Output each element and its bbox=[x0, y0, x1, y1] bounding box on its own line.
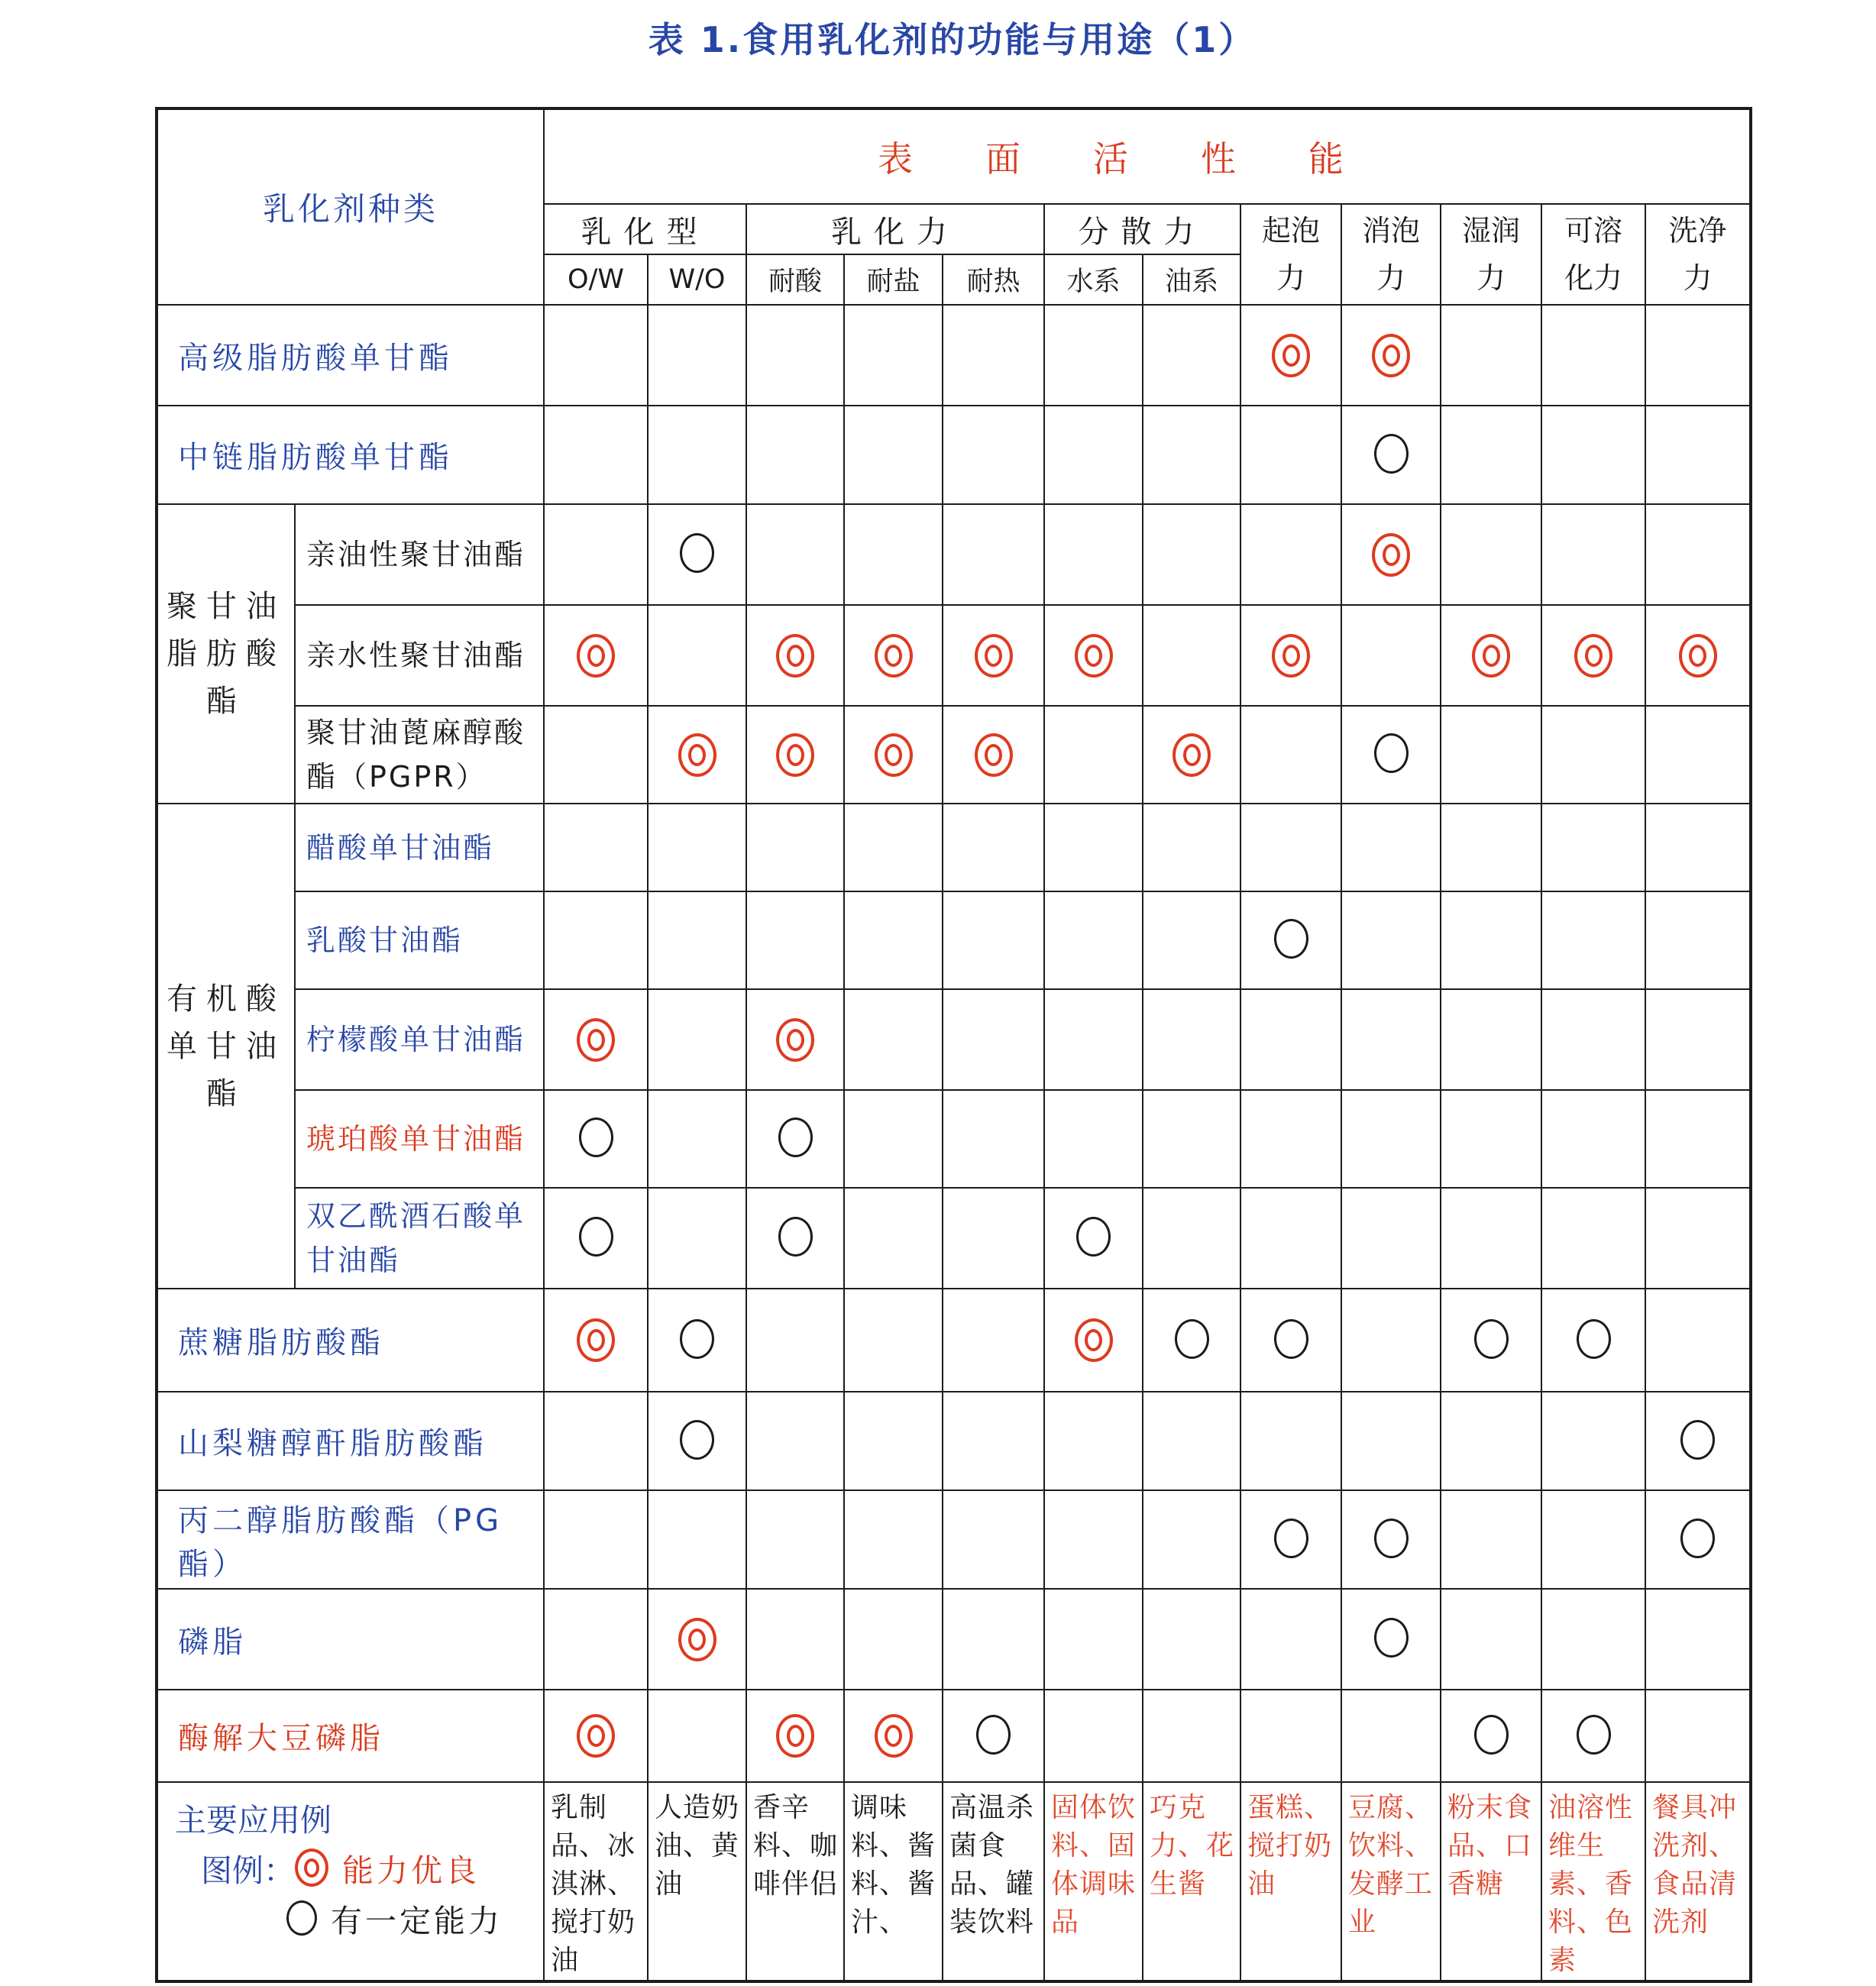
header-tall-label: 湿润力 bbox=[1461, 214, 1520, 295]
mark-cell bbox=[1143, 1490, 1240, 1589]
double-circle-icon bbox=[1075, 634, 1113, 678]
mark-cell bbox=[1645, 504, 1751, 605]
surface-performance-header: 表面活性能 bbox=[544, 108, 1751, 204]
single-circle-icon bbox=[1274, 1319, 1308, 1359]
header-sub-3: 耐盐 bbox=[844, 254, 943, 305]
single-circle-icon bbox=[1374, 733, 1409, 773]
double-circle-icon bbox=[577, 1714, 615, 1758]
mark-cell bbox=[1044, 706, 1143, 804]
mark-cell bbox=[1441, 1090, 1541, 1188]
legend-row-title: 主要应用例 bbox=[175, 1801, 332, 1839]
single-circle-icon bbox=[976, 1715, 1011, 1755]
app-cell-10: 油溶性维生素、香料、色素 bbox=[1541, 1782, 1645, 1981]
mark-cell bbox=[1541, 989, 1645, 1090]
mark-cell bbox=[1441, 804, 1541, 891]
mark-cell bbox=[844, 989, 943, 1090]
app-cell-6: 巧克力、花生酱 bbox=[1143, 1782, 1240, 1981]
mark-cell bbox=[1645, 406, 1751, 504]
single-circle-icon bbox=[579, 1217, 613, 1257]
group-label: 有机酸单甘油酯 bbox=[157, 804, 295, 1289]
mark-cell bbox=[1143, 1392, 1240, 1490]
mark-cell bbox=[648, 891, 746, 989]
mark-cell bbox=[648, 989, 746, 1090]
mark-cell bbox=[746, 1392, 844, 1490]
emulsifier-table bbox=[155, 107, 1752, 1983]
mark-cell bbox=[1441, 406, 1541, 504]
header-sub-2: 耐酸 bbox=[746, 254, 844, 305]
mark-cell bbox=[1044, 1188, 1143, 1289]
header-sub-0: O/W bbox=[544, 254, 648, 305]
mark-cell bbox=[1143, 1289, 1240, 1392]
app-cell-2: 香辛料、咖啡伴侣 bbox=[746, 1782, 844, 1981]
mark-cell bbox=[746, 891, 844, 989]
mark-cell bbox=[1240, 1690, 1341, 1782]
mark-cell bbox=[648, 1188, 746, 1289]
header-tall-1 bbox=[1341, 204, 1441, 305]
mark-cell bbox=[943, 1690, 1044, 1782]
mark-cell bbox=[1645, 804, 1751, 891]
mark-cell bbox=[1541, 1289, 1645, 1392]
mark-cell bbox=[1143, 406, 1240, 504]
app-cell-0: 乳制品、冰淇淋、搅打奶油 bbox=[544, 1782, 648, 1981]
mark-cell bbox=[544, 1690, 648, 1782]
mark-cell bbox=[1044, 1589, 1143, 1690]
corner-label: 乳化剂种类 bbox=[157, 108, 544, 305]
mark-cell bbox=[1645, 989, 1751, 1090]
mark-cell bbox=[1441, 305, 1541, 406]
mark-cell bbox=[1240, 891, 1341, 989]
mark-cell bbox=[844, 1090, 943, 1188]
double-circle-icon bbox=[1272, 334, 1310, 377]
mark-cell bbox=[544, 891, 648, 989]
mark-cell bbox=[746, 706, 844, 804]
mark-cell bbox=[1240, 804, 1341, 891]
single-circle-icon bbox=[680, 1420, 714, 1460]
mark-cell bbox=[1143, 891, 1240, 989]
mark-cell bbox=[1645, 1690, 1751, 1782]
mark-cell bbox=[746, 1589, 844, 1690]
mark-cell bbox=[1645, 1589, 1751, 1690]
mark-cell bbox=[648, 1690, 746, 1782]
double-circle-icon bbox=[295, 1849, 328, 1887]
mark-cell bbox=[1044, 891, 1143, 989]
mark-cell bbox=[844, 305, 943, 406]
mark-cell bbox=[943, 504, 1044, 605]
mark-cell bbox=[746, 1289, 844, 1392]
mark-cell bbox=[943, 804, 1044, 891]
single-circle-icon bbox=[1175, 1319, 1209, 1359]
mark-cell bbox=[1541, 1589, 1645, 1690]
mark-cell bbox=[1044, 1289, 1143, 1392]
mark-cell bbox=[1441, 891, 1541, 989]
mark-cell bbox=[544, 1589, 648, 1690]
mark-cell bbox=[746, 1690, 844, 1782]
single-circle-icon bbox=[680, 1319, 714, 1359]
mark-cell bbox=[1645, 1392, 1751, 1490]
header-group-0: 乳化型 bbox=[544, 204, 746, 254]
mark-cell bbox=[1645, 1188, 1751, 1289]
mark-cell bbox=[1645, 1490, 1751, 1589]
mark-cell bbox=[544, 1490, 648, 1589]
mark-cell bbox=[1341, 1090, 1441, 1188]
mark-cell bbox=[1143, 1589, 1240, 1690]
header-tall-label: 消泡力 bbox=[1361, 214, 1420, 295]
mark-cell bbox=[943, 305, 1044, 406]
app-cell-1: 人造奶油、黄油 bbox=[648, 1782, 746, 1981]
mark-cell bbox=[1645, 605, 1751, 706]
app-cell-8: 豆腐、饮料、发酵工业 bbox=[1341, 1782, 1441, 1981]
row-label: 双乙酰酒石酸单甘油酯 bbox=[295, 1188, 544, 1289]
row-label: 亲水性聚甘油酯 bbox=[295, 605, 544, 706]
double-circle-icon bbox=[776, 1714, 814, 1758]
mark-cell bbox=[1240, 1589, 1341, 1690]
mark-cell bbox=[1240, 1490, 1341, 1589]
single-circle-icon bbox=[680, 533, 714, 573]
double-circle-icon bbox=[975, 733, 1013, 777]
mark-cell bbox=[648, 406, 746, 504]
double-circle-icon bbox=[1679, 634, 1717, 678]
mark-cell bbox=[1441, 1392, 1541, 1490]
mark-cell bbox=[1541, 891, 1645, 989]
mark-cell bbox=[1143, 1188, 1240, 1289]
mark-cell bbox=[1441, 1690, 1541, 1782]
mark-cell bbox=[1645, 305, 1751, 406]
mark-cell bbox=[1240, 305, 1341, 406]
mark-cell bbox=[1240, 406, 1341, 504]
mark-cell bbox=[1044, 1690, 1143, 1782]
mark-cell bbox=[544, 406, 648, 504]
mark-cell bbox=[1240, 706, 1341, 804]
mark-cell bbox=[1341, 1690, 1441, 1782]
row-label: 醋酸单甘油酯 bbox=[295, 804, 544, 891]
mark-cell bbox=[1044, 1392, 1143, 1490]
mark-cell bbox=[1044, 406, 1143, 504]
single-circle-icon bbox=[1474, 1319, 1509, 1359]
mark-cell bbox=[1541, 1392, 1645, 1490]
double-circle-icon bbox=[577, 1318, 615, 1362]
mark-cell bbox=[1341, 504, 1441, 605]
mark-cell bbox=[844, 1392, 943, 1490]
mark-cell bbox=[1240, 1188, 1341, 1289]
mark-cell bbox=[1341, 1289, 1441, 1392]
mark-cell bbox=[1541, 305, 1645, 406]
mark-cell bbox=[844, 706, 943, 804]
mark-cell bbox=[1240, 1090, 1341, 1188]
mark-cell bbox=[1441, 1289, 1541, 1392]
mark-cell bbox=[844, 406, 943, 504]
mark-cell bbox=[648, 706, 746, 804]
legend-double-line bbox=[175, 1842, 543, 1893]
mark-cell bbox=[943, 989, 1044, 1090]
mark-cell bbox=[943, 605, 1044, 706]
mark-cell bbox=[1341, 1392, 1441, 1490]
header-tall-0 bbox=[1240, 204, 1341, 305]
mark-cell bbox=[648, 605, 746, 706]
double-circle-icon bbox=[776, 733, 814, 777]
header-tall-3 bbox=[1541, 204, 1645, 305]
mark-cell bbox=[844, 1188, 943, 1289]
mark-cell bbox=[1441, 1490, 1541, 1589]
double-circle-icon bbox=[678, 1618, 716, 1661]
mark-cell bbox=[746, 305, 844, 406]
mark-cell bbox=[1541, 1690, 1645, 1782]
mark-cell bbox=[1441, 989, 1541, 1090]
mark-cell bbox=[1044, 1490, 1143, 1589]
mark-cell bbox=[943, 1490, 1044, 1589]
mark-cell bbox=[943, 1289, 1044, 1392]
mark-cell bbox=[544, 1289, 648, 1392]
double-circle-icon bbox=[1172, 733, 1211, 777]
row-label: 高级脂肪酸单甘酯 bbox=[157, 305, 544, 406]
legend-single-label: 有一定能力 bbox=[331, 1902, 503, 1939]
mark-cell bbox=[844, 1690, 943, 1782]
row-label: 亲油性聚甘油酯 bbox=[295, 504, 544, 605]
mark-cell bbox=[1240, 605, 1341, 706]
header-sub-5: 水系 bbox=[1044, 254, 1143, 305]
header-sub-1: W/O bbox=[648, 254, 746, 305]
legend-prefix: 图例： bbox=[201, 1852, 295, 1889]
single-circle-icon bbox=[1577, 1715, 1611, 1755]
mark-cell bbox=[844, 605, 943, 706]
double-circle-icon bbox=[577, 634, 615, 678]
header-tall-4 bbox=[1645, 204, 1751, 305]
mark-cell bbox=[1143, 504, 1240, 605]
header-sub-4: 耐热 bbox=[943, 254, 1044, 305]
mark-cell bbox=[943, 706, 1044, 804]
single-circle-icon bbox=[1374, 1519, 1409, 1558]
header-tall-label: 可溶化力 bbox=[1564, 214, 1622, 295]
mark-cell bbox=[1541, 1090, 1645, 1188]
mark-cell bbox=[1341, 804, 1441, 891]
mark-cell bbox=[1441, 706, 1541, 804]
double-circle-icon bbox=[678, 733, 716, 777]
single-circle-icon bbox=[778, 1118, 813, 1157]
mark-cell bbox=[1240, 504, 1341, 605]
row-label: 山梨糖醇酐脂肪酸酯 bbox=[157, 1392, 544, 1490]
single-circle-icon bbox=[1274, 919, 1308, 959]
mark-cell bbox=[648, 1289, 746, 1392]
double-circle-icon bbox=[975, 634, 1013, 678]
mark-cell bbox=[1541, 605, 1645, 706]
mark-cell bbox=[1143, 1090, 1240, 1188]
single-circle-icon bbox=[1374, 1618, 1409, 1658]
mark-cell bbox=[1044, 1090, 1143, 1188]
mark-cell bbox=[943, 1392, 1044, 1490]
app-cell-7: 蛋糕、搅打奶油 bbox=[1240, 1782, 1341, 1981]
mark-cell bbox=[746, 989, 844, 1090]
mark-cell bbox=[746, 605, 844, 706]
mark-cell bbox=[943, 406, 1044, 504]
double-circle-icon bbox=[776, 634, 814, 678]
mark-cell bbox=[1240, 1392, 1341, 1490]
single-circle-icon bbox=[1680, 1519, 1715, 1558]
double-circle-icon bbox=[1574, 634, 1612, 678]
mark-cell bbox=[648, 305, 746, 406]
mark-cell bbox=[1143, 989, 1240, 1090]
mark-cell bbox=[1143, 706, 1240, 804]
mark-cell bbox=[844, 804, 943, 891]
legend-double-label: 能力优良 bbox=[342, 1852, 480, 1889]
mark-cell bbox=[544, 605, 648, 706]
mark-cell bbox=[648, 1589, 746, 1690]
mark-cell bbox=[1541, 1490, 1645, 1589]
header-tall-label: 起泡力 bbox=[1261, 214, 1320, 295]
mark-cell bbox=[1645, 706, 1751, 804]
mark-cell bbox=[1541, 406, 1645, 504]
mark-cell bbox=[746, 1090, 844, 1188]
mark-cell bbox=[1645, 1289, 1751, 1392]
mark-cell bbox=[1143, 804, 1240, 891]
single-circle-icon bbox=[579, 1118, 613, 1157]
single-circle-icon bbox=[1577, 1319, 1611, 1359]
mark-cell bbox=[844, 1289, 943, 1392]
mark-cell bbox=[1341, 891, 1441, 989]
double-circle-icon bbox=[776, 1018, 814, 1062]
mark-cell bbox=[544, 1392, 648, 1490]
legend-single-line bbox=[175, 1893, 543, 1943]
mark-cell bbox=[844, 1490, 943, 1589]
emulsifier-table-wrap bbox=[155, 107, 1752, 1983]
app-cell-9: 粉末食品、口香糖 bbox=[1441, 1782, 1541, 1981]
mark-cell bbox=[1441, 605, 1541, 706]
mark-cell bbox=[1541, 706, 1645, 804]
mark-cell bbox=[1143, 305, 1240, 406]
mark-cell bbox=[1341, 1188, 1441, 1289]
mark-cell bbox=[1645, 1090, 1751, 1188]
mark-cell bbox=[746, 804, 844, 891]
mark-cell bbox=[1541, 504, 1645, 605]
single-circle-icon bbox=[1474, 1715, 1509, 1755]
group-label: 聚甘油脂肪酸酯 bbox=[157, 504, 295, 804]
mark-cell bbox=[1341, 406, 1441, 504]
single-circle-icon bbox=[1374, 434, 1409, 474]
header-sub-6: 油系 bbox=[1143, 254, 1240, 305]
double-circle-icon bbox=[1272, 634, 1310, 678]
mark-cell bbox=[943, 1589, 1044, 1690]
mark-cell bbox=[648, 1490, 746, 1589]
header-group-1: 乳化力 bbox=[746, 204, 1044, 254]
double-circle-icon bbox=[1472, 634, 1510, 678]
row-label: 柠檬酸单甘油酯 bbox=[295, 989, 544, 1090]
mark-cell bbox=[544, 1188, 648, 1289]
mark-cell bbox=[1341, 1589, 1441, 1690]
mark-cell bbox=[1645, 891, 1751, 989]
mark-cell bbox=[648, 504, 746, 605]
mark-cell bbox=[544, 1090, 648, 1188]
row-label: 酶解大豆磷脂 bbox=[157, 1690, 544, 1782]
header-group-2: 分散力 bbox=[1044, 204, 1240, 254]
double-circle-icon bbox=[1075, 1318, 1113, 1362]
mark-cell bbox=[1143, 1690, 1240, 1782]
mark-cell bbox=[746, 406, 844, 504]
mark-cell bbox=[943, 1090, 1044, 1188]
mark-cell bbox=[544, 504, 648, 605]
mark-cell bbox=[844, 504, 943, 605]
mark-cell bbox=[1341, 989, 1441, 1090]
double-circle-icon bbox=[875, 634, 913, 678]
mark-cell bbox=[1044, 305, 1143, 406]
mark-cell bbox=[1441, 504, 1541, 605]
row-label: 磷脂 bbox=[157, 1589, 544, 1690]
mark-cell bbox=[746, 1490, 844, 1589]
mark-cell bbox=[544, 305, 648, 406]
row-label: 聚甘油蓖麻醇酸酯（PGPR） bbox=[295, 706, 544, 804]
double-circle-icon bbox=[1372, 533, 1410, 577]
app-cell-11: 餐具冲洗剂、食品清洗剂 bbox=[1645, 1782, 1751, 1981]
single-circle-icon bbox=[286, 1900, 317, 1936]
double-circle-icon bbox=[1372, 334, 1410, 377]
single-circle-icon bbox=[1076, 1217, 1111, 1257]
app-cell-4: 高温杀菌食品、罐装饮料 bbox=[943, 1782, 1044, 1981]
row-label: 琥珀酸单甘油酯 bbox=[295, 1090, 544, 1188]
mark-cell bbox=[648, 804, 746, 891]
mark-cell bbox=[1044, 989, 1143, 1090]
row-label: 蔗糖脂肪酸酯 bbox=[157, 1289, 544, 1392]
mark-cell bbox=[1441, 1188, 1541, 1289]
single-circle-icon bbox=[778, 1217, 813, 1257]
mark-cell bbox=[1541, 1188, 1645, 1289]
mark-cell bbox=[746, 1188, 844, 1289]
row-label: 乳酸甘油酯 bbox=[295, 891, 544, 989]
double-circle-icon bbox=[577, 1018, 615, 1062]
row-label: 丙二醇脂肪酸酯（PG酯） bbox=[157, 1490, 544, 1589]
double-circle-icon bbox=[875, 1714, 913, 1758]
mark-cell bbox=[648, 1090, 746, 1188]
mark-cell bbox=[544, 706, 648, 804]
mark-cell bbox=[544, 989, 648, 1090]
mark-cell bbox=[544, 804, 648, 891]
mark-cell bbox=[1541, 804, 1645, 891]
mark-cell bbox=[943, 891, 1044, 989]
mark-cell bbox=[648, 1392, 746, 1490]
legend-cell bbox=[157, 1782, 544, 1981]
app-cell-3: 调味料、酱料、酱汁、 bbox=[844, 1782, 943, 1981]
mark-cell bbox=[1341, 706, 1441, 804]
mark-cell bbox=[1341, 305, 1441, 406]
mark-cell bbox=[746, 504, 844, 605]
mark-cell bbox=[1240, 989, 1341, 1090]
header-tall-label: 洗净力 bbox=[1668, 214, 1727, 295]
mark-cell bbox=[943, 1188, 1044, 1289]
mark-cell bbox=[1341, 605, 1441, 706]
mark-cell bbox=[1143, 605, 1240, 706]
single-circle-icon bbox=[1274, 1519, 1308, 1558]
mark-cell bbox=[844, 1589, 943, 1690]
mark-cell bbox=[1240, 1289, 1341, 1392]
single-circle-icon bbox=[1680, 1420, 1715, 1460]
mark-cell bbox=[1044, 605, 1143, 706]
mark-cell bbox=[844, 891, 943, 989]
header-tall-2 bbox=[1441, 204, 1541, 305]
double-circle-icon bbox=[875, 733, 913, 777]
mark-cell bbox=[1341, 1490, 1441, 1589]
row-label: 中链脂肪酸单甘酯 bbox=[157, 406, 544, 504]
mark-cell bbox=[1044, 504, 1143, 605]
mark-cell bbox=[1441, 1589, 1541, 1690]
page-title: 表 1.食用乳化剂的功能与用途（1） bbox=[648, 19, 1257, 60]
app-cell-5: 固体饮料、固体调味品 bbox=[1044, 1782, 1143, 1981]
mark-cell bbox=[1044, 804, 1143, 891]
